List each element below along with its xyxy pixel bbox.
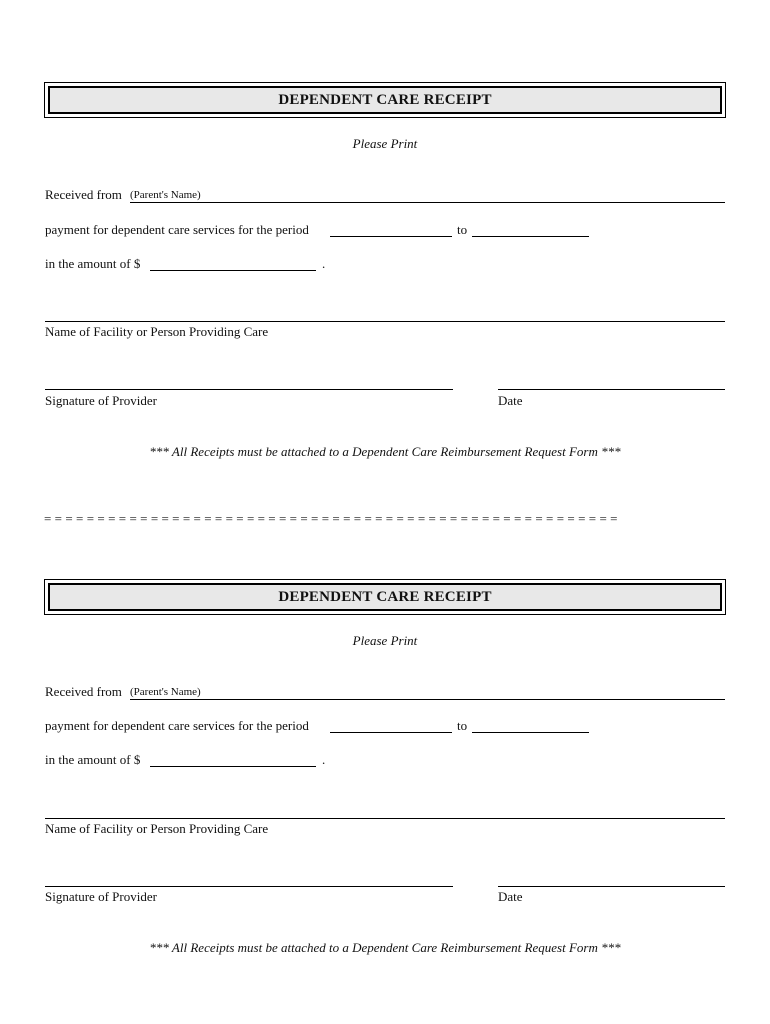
amount-label: in the amount of $ (45, 752, 141, 767)
facility-name-label: Name of Facility or Person Providing Care (45, 821, 269, 836)
provider-signature-field[interactable] (45, 886, 453, 887)
parents-name-hint: (Parent's Name) (130, 686, 201, 698)
provider-signature-field[interactable] (45, 389, 453, 390)
received-from-label: Received from (45, 684, 122, 699)
amount-label: in the amount of $ (45, 256, 141, 271)
period-end-field[interactable] (472, 732, 589, 733)
receipt-1 (0, 0, 770, 420)
date-label: Date (498, 393, 523, 408)
parents-name-field[interactable] (130, 699, 725, 700)
period-start-field[interactable] (330, 236, 452, 237)
parents-name-field[interactable] (130, 202, 725, 203)
receipt-title: DEPENDENT CARE RECEIPT (278, 91, 492, 108)
facility-name-label: Name of Facility or Person Providing Care (45, 324, 269, 339)
provider-signature-label: Signature of Provider (45, 393, 157, 408)
receipt-title-box (44, 82, 726, 118)
date-label: Date (498, 889, 523, 904)
payment-period-label: payment for dependent care services for the period (45, 718, 309, 733)
receipt-footnote-2: *** All Receipts must be attached to a Dependent Care Reimbursement Request Form *** (149, 940, 621, 955)
period-to-label: to (457, 718, 468, 733)
receipt-2 (0, 497, 770, 917)
payment-period-label: payment for dependent care services for the period (45, 222, 309, 237)
received-from-label: Received from (45, 187, 122, 202)
date-field[interactable] (498, 389, 725, 390)
period-end-field[interactable] (472, 236, 589, 237)
amount-period-dot: . (322, 256, 326, 271)
receipt-separator: = = = = = = = = = = = = = = = = = = = = = = = = = = = = = = = = = = = = = = = = = = = = = = = = = = = = = = (44, 511, 618, 526)
period-to-label: to (457, 222, 468, 237)
amount-field[interactable] (150, 766, 316, 767)
facility-name-field[interactable] (45, 818, 725, 819)
date-field[interactable] (498, 886, 725, 887)
receipt-title: DEPENDENT CARE RECEIPT (278, 588, 492, 605)
parents-name-hint: (Parent's Name) (130, 189, 201, 201)
period-start-field[interactable] (330, 732, 452, 733)
please-print-note: Please Print (352, 633, 418, 648)
amount-period-dot: . (322, 752, 326, 767)
receipt-footnote-1: *** All Receipts must be attached to a Dependent Care Reimbursement Request Form *** (149, 444, 621, 459)
amount-field[interactable] (150, 270, 316, 271)
please-print-note: Please Print (352, 136, 418, 151)
facility-name-field[interactable] (45, 321, 725, 322)
receipt-title-box (44, 579, 726, 615)
provider-signature-label: Signature of Provider (45, 889, 157, 904)
